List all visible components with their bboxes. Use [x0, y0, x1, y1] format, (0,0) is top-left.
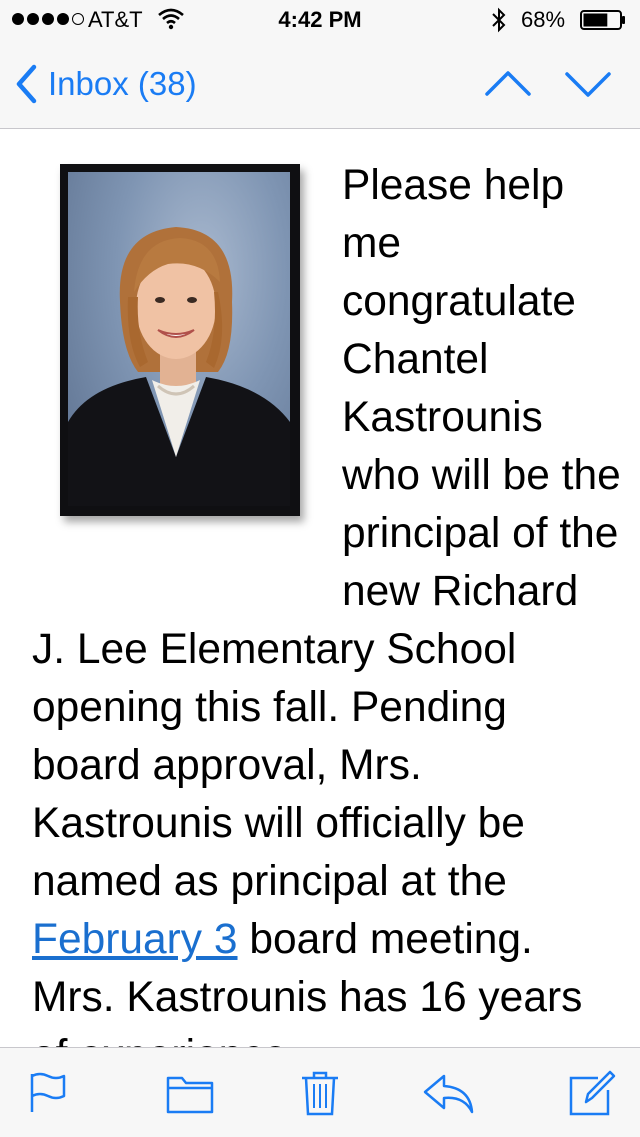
bottom-toolbar: [0, 1047, 640, 1137]
message-text-after-link: board meeting. Mrs. Kastrounis has 16 years: [32, 916, 583, 1021]
chevron-down-icon: [567, 74, 609, 95]
carrier-name: AT&T: [88, 7, 143, 32]
bluetooth-icon: [491, 7, 507, 33]
chevron-left-icon: [14, 64, 38, 104]
message-text: [32, 157, 622, 1085]
battery-percent: 68%: [521, 7, 566, 32]
date-link-february-3[interactable]: February 3: [32, 916, 238, 963]
status-time: 4:42 PM: [278, 7, 362, 32]
next-message-button[interactable]: [564, 62, 612, 106]
navigation-bar: [0, 40, 640, 128]
message-body[interactable]: [0, 129, 640, 1047]
previous-message-button[interactable]: [484, 62, 532, 106]
status-bar: [0, 0, 640, 40]
top-bar: [0, 0, 640, 129]
compose-icon[interactable]: [568, 1070, 616, 1116]
trash-icon[interactable]: [300, 1070, 340, 1116]
flag-icon[interactable]: [28, 1070, 68, 1116]
reply-icon[interactable]: [422, 1070, 476, 1116]
message-text-before-link: Please help me congratulate Chantel Kastrounis who will be the principal of the new Richard J. Lee Elementary School opening this fall. Pending board approval, Mrs. Kastrounis will officially be named as principal at the: [32, 162, 621, 905]
back-to-inbox-button[interactable]: [14, 62, 197, 106]
battery-icon: [580, 10, 626, 30]
folder-icon[interactable]: [166, 1070, 214, 1116]
back-button-label: Inbox (38): [48, 65, 197, 102]
chevron-up-icon: [487, 73, 529, 94]
